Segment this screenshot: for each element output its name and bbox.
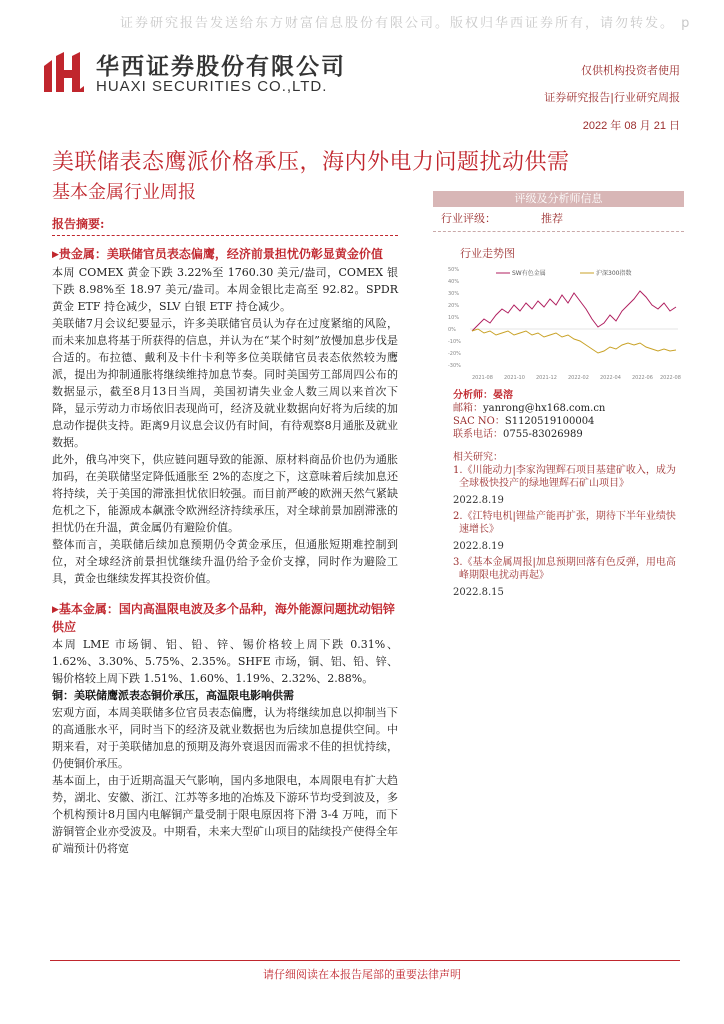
analyst-name: 晏溶 (493, 390, 513, 401)
related-item[interactable]: 2.《江特电机|锂盐产能再扩张，期待下半年业绩快速增长》 (453, 511, 676, 535)
analyst-info (453, 389, 684, 441)
x-tick-label: 2022-06 (632, 375, 653, 381)
footer-divider (50, 960, 680, 961)
industry-rating (433, 207, 684, 232)
section-heading-base: ▶基本金属：国内高温限电波及多个品种，海外能源问题扰动铝锌供应 (52, 602, 395, 634)
paragraph: 此外，俄乌冲突下，供应链问题导致的能源、原材料商品价也仍为通胀加码，在美联储坚定降低通胀至 2%的态度之下，这意味着后续加息还将持续，关于美国的滞涨担忧依旧较强。而目前严峻的欧洲天然气紧缺危机之下，能源成本飙涨令欧洲经济持续承压，对全球前景加剧滞涨的担忧仍在升温，黄金属仍有避险价值。 (52, 453, 398, 534)
y-tick-label: -20% (448, 351, 461, 357)
related-heading: 相关研究： (453, 452, 503, 463)
company-name-en: HUAXI SECURITIES CO.,LTD. (96, 78, 328, 95)
x-tick-label: 2021-12 (536, 375, 557, 381)
email-label: 邮箱： (453, 403, 483, 414)
related-item[interactable]: 1.《川能动力|李家沟锂辉石项目基建矿收入，成为全球极快投产的绿地锂辉石矿山项目》 (453, 465, 676, 489)
report-date: 2022 年 08 月 21 日 (582, 120, 680, 132)
rating-header: 评级及分析师信息 (433, 191, 684, 207)
y-tick-label: 40% (448, 279, 460, 285)
rating-label: 行业评级： (441, 212, 496, 225)
x-tick-label: 2021-10 (504, 375, 525, 381)
huaxi-logo-icon (42, 52, 86, 94)
paragraph: 本周 LME 市场铜、铝、铅、锌、锡价格较上周下跌 0.31%、1.62%、3.30%、5.75%、2.35%。SHFE 市场，铜、铝、铅、锌、锡价格较上周下跌 1.51%、1.60%、1.19%、2.32%、2.88%。 (52, 638, 398, 685)
phone-label: 联系电话： (453, 429, 503, 440)
related-date: 2022.8.19 (453, 495, 504, 506)
x-tick-label: 2022-08 (660, 375, 681, 381)
related-date: 2022.8.15 (453, 587, 504, 598)
rating-value: 推荐 (541, 212, 563, 225)
y-tick-label: -30% (448, 363, 461, 369)
y-tick-label: -10% (448, 339, 461, 345)
analyst-label: 分析师： (453, 390, 493, 401)
legal-notice-footer: 请仔细阅读在本报告尾部的重要法律声明 (263, 968, 461, 981)
summary-column (52, 216, 398, 857)
paragraph: 美联储7月会议纪要显示，许多美联储官员认为存在过度紧缩的风险，而未来加息将基于所获得的信息，并认为在“某个时刻”放慢加息步伐是合适的。布拉德、戴利及卡什卡利等多位美联储官员表态依然较为鹰派，提出为抑制通胀将继续维持加息节奏。同时美国劳工部周四公布的数据显示，截至8月13日当周，美国初请失业金人数三周以来首次下降，显示劳动力市场依旧表现尚可，经济及就业数据向好将为后续的加息动作提供支持。距离9月议息会议仍有时间，有待观察8月通胀及就业数据。 (52, 317, 398, 449)
y-tick-label: 10% (448, 315, 460, 321)
y-tick-label: 0% (448, 327, 456, 333)
paragraph: 整体而言，美联储后续加息预期仍令黄金承压，但通胀短期难控制到位，对全球经济前景担忧继续升温仍给予金价支撑，同时作为避险工具，黄金也继续发挥其投资价值。 (52, 538, 398, 585)
y-tick-label: 50% (448, 267, 460, 273)
related-research (453, 451, 684, 599)
investor-notice: 仅供机构投资者使用 (581, 64, 680, 77)
y-tick-label: 30% (448, 291, 460, 297)
related-date: 2022.8.19 (453, 541, 504, 552)
section-heading-precious: ▶贵金属：美联储官员表态偏鹰，经济前景担忧仍彰显黄金价值 (52, 247, 383, 261)
chart-title: 行业走势图 (460, 247, 515, 260)
legend-series-1: SW有色金属 (512, 270, 546, 277)
x-tick-label: 2021-08 (472, 375, 493, 381)
company-name-cn: 华西证券股份有限公司 (96, 54, 346, 80)
series-line-csi300 (472, 329, 676, 353)
summary-heading: 报告摘要: (52, 216, 398, 236)
analyst-phone: 0755-83026989 (503, 429, 583, 440)
paragraph: 本周 COMEX 黄金下跌 3.22%至 1760.30 美元/盎司，COMEX 银下跌 8.98%至 18.97 美元/盎司。本周金银比走高至 92.82。SPDR 黄金 ETF 持仓减少，SLV 白银 ETF 持仓减少。 (52, 266, 398, 313)
trend-chart (448, 265, 684, 383)
related-item[interactable]: 3.《基本金属周报|加息预期回落有色反弹，用电高峰期限电扰动再起》 (453, 557, 676, 581)
x-tick-label: 2022-02 (568, 375, 589, 381)
legend-series-2: 沪深300指数 (596, 270, 632, 277)
series-line-nonferrous (472, 291, 676, 331)
watermark: 证券研究报告发送给东方财富信息股份有限公司。版权归华西证券所有，请勿转发。 p (120, 16, 692, 31)
report-subtitle: 基本金属行业周报 (52, 182, 196, 203)
y-tick-label: 20% (448, 303, 460, 309)
paragraph: 基本面上，由于近期高温天气影响，国内多地限电，本周限电有扩大趋势，湖北、安徽、浙江、江苏等多地的冶炼及下游环节均受到波及，多个机构预计8月国内电解铜产量受制于限电原因将下滑 3-4 万吨，而下游铜管企业亦受波及。中期看，未来大型矿山项目的陆续投产使得全年矿端预计仍将宽 (52, 774, 398, 855)
subsection-heading-copper: 铜：美联储鹰派表态铜价承压，高温限电影响供需 (52, 689, 294, 702)
report-title: 美联储表态鹰派价格承压，海内外电力问题扰动供需 (52, 150, 570, 175)
sac-label: SAC NO： (453, 416, 505, 427)
report-type: 证券研究报告|行业研究周报 (544, 91, 680, 104)
sidebar (433, 191, 684, 602)
analyst-email[interactable]: yanrong@hx168.com.cn (483, 403, 606, 414)
x-tick-label: 2022-04 (600, 375, 621, 381)
analyst-sac: S1120519100004 (504, 416, 595, 427)
paragraph: 宏观方面，本周美联储多位官员表态偏鹰，认为将继续加息以抑制当下的高通胀水平，同时当下的经济及就业数据也为后续加息提供空间。中期来看，对于美联储加息的预期及海外衰退因而需求不佳的担忧持续，仍使铜价承压。 (52, 706, 398, 770)
